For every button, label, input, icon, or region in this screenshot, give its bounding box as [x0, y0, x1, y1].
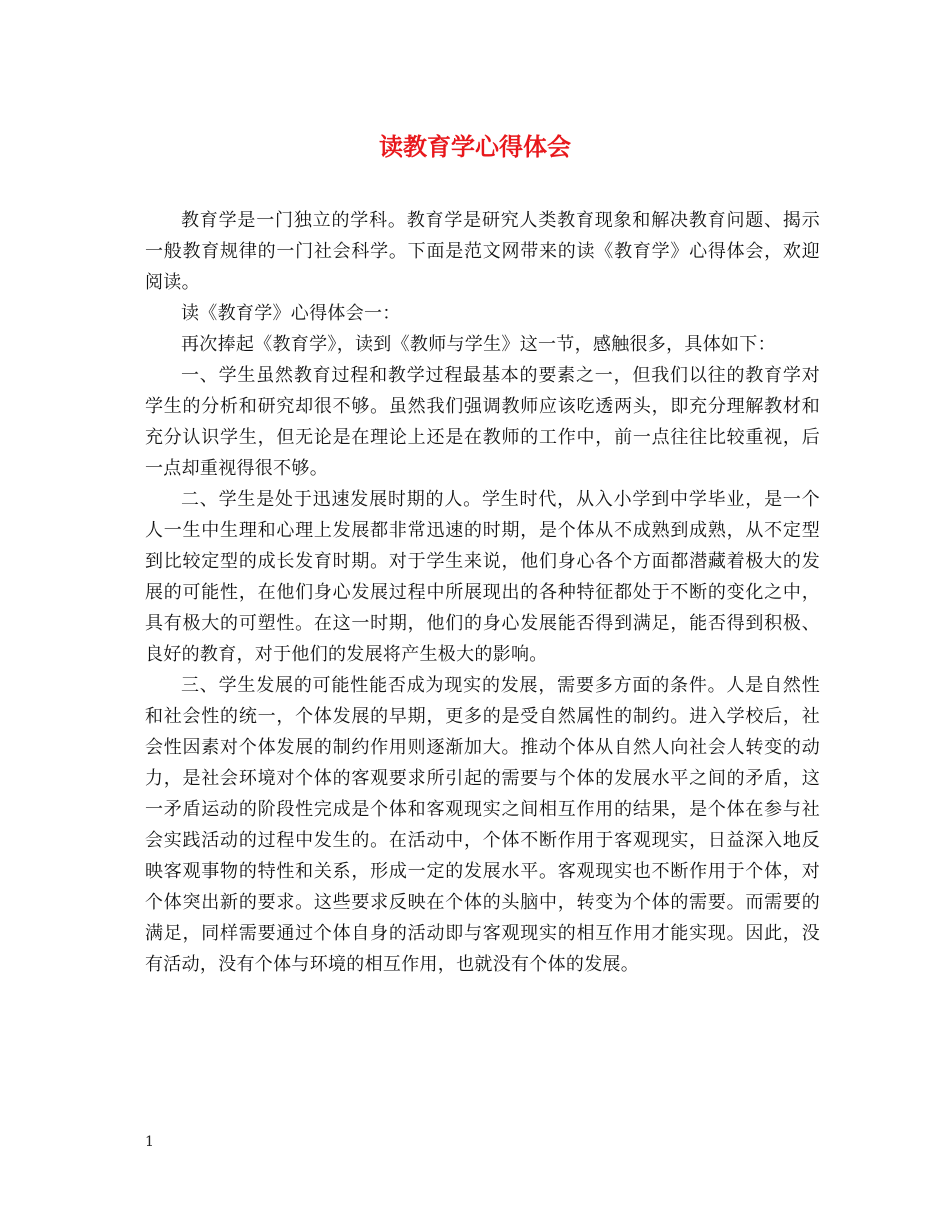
opening-paragraph: 再次捧起《教育学》，读到《教师与学生》这一节，感触很多，具体如下：: [181, 334, 776, 355]
point-one-paragraph: 一、学生虽然教育过程和教学过程最基本的要素之一，但我们以往的教育学对学生的分析和研究却很不够。虽然我们强调教师应该吃透两头，即充分理解教材和充分认识学生，但无论是在理论上还是在教师的工作中，前一点往往比较重视，后一点却重视得很不够。: [145, 365, 820, 479]
document-body: [145, 205, 820, 980]
point-two-paragraph: 二、学生是处于迅速发展时期的人。学生时代，从入小学到中学毕业，是一个人一生中生理和心理上发展都非常迅速的时期，是个体从不成熟到成熟，从不定型到比较定型的成长发育时期。对于学生来说，他们身心各个方面都潜藏着极大的发展的可能性，在他们身心发展过程中所展现出的各种特征都处于不断的变化之中，具有极大的可塑性。在这一时期，他们的身心发展能否得到满足，能否得到积极、良好的教育，对于他们的发展将产生极大的影响。: [145, 489, 820, 665]
document-title: 读教育学心得体会: [379, 132, 571, 161]
section-heading-paragraph: 读《教育学》心得体会一：: [181, 303, 401, 324]
intro-paragraph: 教育学是一门独立的学科。教育学是研究人类教育现象和解决教育问题、揭示一般教育规律的一门社会科学。下面是范文网带来的读《教育学》心得体会，欢迎阅读。: [145, 210, 820, 293]
point-three-paragraph: 三、学生发展的可能性能否成为现实的发展，需要多方面的条件。人是自然性和社会性的统一，个体发展的早期，更多的是受自然属性的制约。进入学校后，社会性因素对个体发展的制约作用则逐渐加大。推动个体从自然人向社会人转变的动力，是社会环境对个体的客观要求所引起的需要与个体的发展水平之间的矛盾，这一矛盾运动的阶段性完成是个体和客观现实之间相互作用的结果，是个体在参与社会实践活动的过程中发生的。在活动中，个体不断作用于客观现实，日益深入地反映客观事物的特性和关系，形成一定的发展水平。客观现实也不断作用于个体，对个体突出新的要求。这些要求反映在个体的头脑中，转变为个体的需要。而需要的满足，同样需要通过个体自身的活动即与客观现实的相互作用才能实现。因此，没有活动，没有个体与环境的相互作用，也就没有个体的发展。: [145, 675, 820, 975]
page-number: 1: [145, 1134, 154, 1150]
